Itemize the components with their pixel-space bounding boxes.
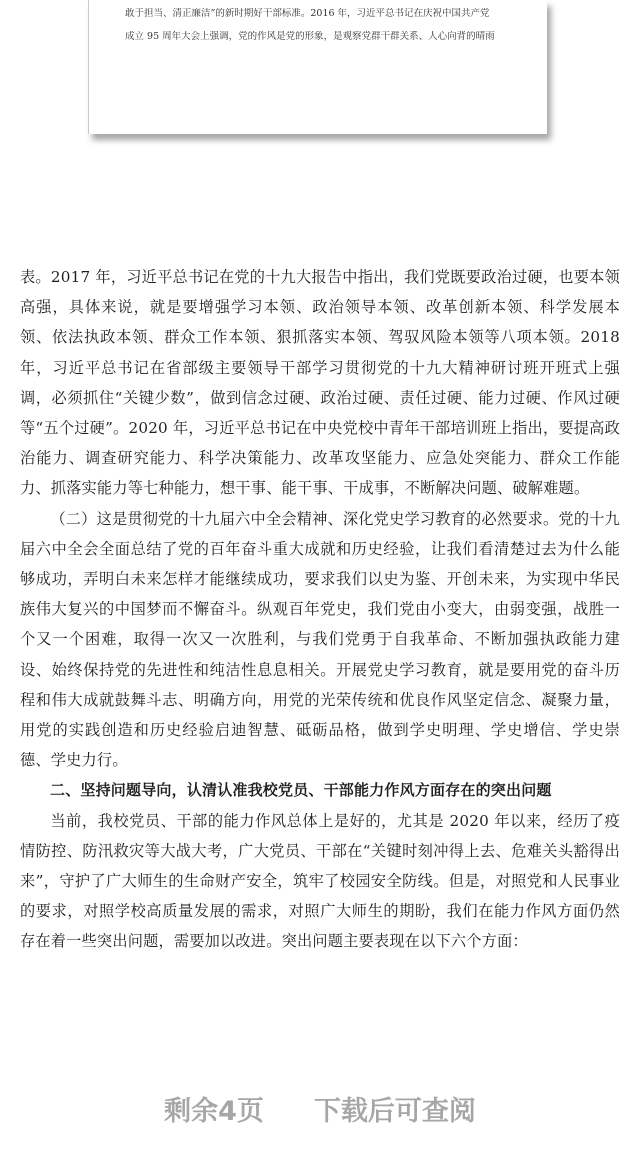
paragraph-3: 当前，我校党员、干部的能力作风总体上是好的，尤其是 2020 年以来，经历了疫情防控、防汛救灾等大战大考，广大党员、干部在“关键时刻冲得上去、危难关头豁得出来”，守护了广大师生的生命财产安全，筑牢了校园安全防线。但是，对照党和人民事业的要求，对照学校高质量发展的需求，对照广大师生的期盼，我们在能力作风方面仍然存在着一些突出问题，需要加以改进。突出问题主要表现在以下六个方面： (20, 811, 620, 951)
download-prompt[interactable] (0, 1086, 640, 1130)
previous-page-preview (88, 0, 547, 134)
section-heading-2: 二、坚持问题导向，认清认准我校党员、干部能力作风方面存在的突出问题 (50, 781, 552, 800)
preview-line-1: 敢于担当、清正廉洁”的新时期好干部标准。2016 年，习近平总书记在庆祝中国共产党 (125, 8, 490, 19)
preview-line-2: 成立 95 周年大会上强调，党的作风是党的形象，是观察党群干群关系、人心向背的晴雨 (125, 31, 495, 42)
document-body (20, 262, 620, 957)
paragraph-1: 表。2017 年，习近平总书记在党的十九大报告中指出，我们党既要政治过硬，也要本领高强，具体来说，就是要增强学习本领、政治领导本领、改革创新本领、科学发展本领、依法执政本领、群众工作本领、狠抓落实本领、驾驭风险本领等八项本领。2018 年，习近平总书记在省部级主要领导干部学习贯彻党的十九大精神研讨班开班式上强调，必须抓住“关键少数”，做到信念过硬、政治过硬、责任过硬、能力过硬、作风过硬等“五个过硬”。2020 年，习近平总书记在中央党校中青年干部培训班上指出，要提高政治能力、调查研究能力、科学决策能力、改革攻坚能力、应急处突能力、群众工作能力、抓落实能力等七种能力，想干事、能干事、干成事，不断解决问题、破解难题。 (20, 268, 620, 498)
remaining-pages-label[interactable]: 剩余4页 (164, 1095, 264, 1127)
download-to-view-label[interactable]: 下载后可查阅 (313, 1095, 476, 1127)
paragraph-2: （二）这是贯彻党的十九届六中全会精神、深化党史学习教育的必然要求。党的十九届六中全会全面总结了党的百年奋斗重大成就和历史经验，让我们看清楚过去为什么能够成功，弄明白未来怎样才能继续成功，要求我们以史为鉴、开创未来，为实现中华民族伟大复兴的中国梦而不懈奋斗。纵观百年党史，我们党由小变大，由弱变强，战胜一个又一个困难，取得一次又一次胜利，与我们党勇于自我革命、不断加强执政能力建设、始终保持党的先进性和纯洁性息息相关。开展党史学习教育，就是要用党的奋斗历程和伟大成就鼓舞斗志、明确方向，用党的光荣传统和优良作风坚定信念、凝聚力量，用党的实践创造和历史经验启迪智慧、砥砺品格，做到学史明理、学史增信、学史崇德、学史力行。 (20, 509, 620, 770)
